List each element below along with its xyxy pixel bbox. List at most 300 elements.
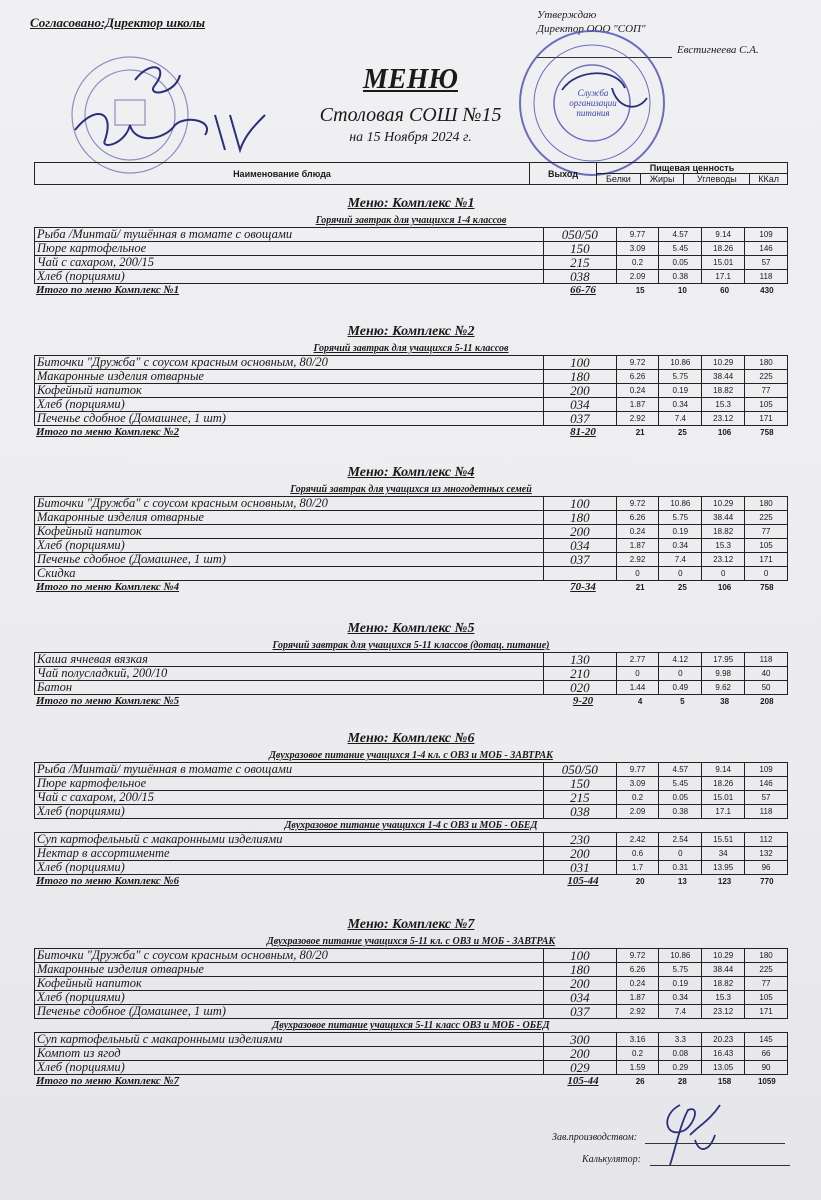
carbs-value: 10.29: [702, 497, 745, 511]
protein-value: 2.92: [616, 412, 659, 426]
protein-value: 6.26: [616, 370, 659, 384]
fat-value: 0.34: [659, 398, 702, 412]
dish-name: Скидка: [35, 567, 544, 581]
table-row: [35, 963, 788, 977]
fat-value: 13: [677, 877, 687, 886]
carbs-value: 23.12: [702, 412, 745, 426]
carbs-value: 18.26: [702, 777, 745, 791]
fat-value: 4.12: [659, 653, 702, 667]
dish-output: 150: [544, 777, 616, 791]
dish-output: [544, 567, 616, 581]
carbs-value: 10.29: [702, 949, 745, 963]
fat-value: 25: [677, 583, 687, 592]
carbs-value: 15.01: [702, 791, 745, 805]
dish-name: Хлеб (порциями): [35, 1061, 544, 1075]
fat-value: 5.75: [659, 370, 702, 384]
kcal-value: 105: [745, 991, 788, 1005]
kcal-value: 112: [745, 833, 788, 847]
group-subtitle: Горячий завтрак для учащихся 5-11 классов (дотац. питание): [272, 640, 550, 651]
section-title: Меню: Комплекс №2: [347, 324, 475, 339]
protein-value: 0.6: [616, 847, 659, 861]
protein-value: 9.77: [616, 763, 659, 777]
table-row: [35, 356, 788, 370]
kcal-value: 77: [745, 977, 788, 991]
dish-name: Хлеб (порциями): [35, 861, 544, 875]
kcal-value: 180: [745, 949, 788, 963]
table-row: [35, 777, 788, 791]
kcal-value: 208: [760, 697, 774, 706]
fat-value: 0.29: [659, 1061, 702, 1075]
kcal-value: 118: [745, 805, 788, 819]
carbs-value: 17.95: [702, 653, 745, 667]
table-row: [35, 861, 788, 875]
fat-value: 0.34: [659, 991, 702, 1005]
dish-name: Кофейный напиток: [35, 977, 544, 991]
dish-output: 020: [544, 681, 616, 695]
fat-value: 5.45: [659, 242, 702, 256]
table-row: [35, 398, 788, 412]
kcal-value: 0: [745, 567, 788, 581]
dish-name: Итого по меню Комплекс №1: [36, 284, 180, 296]
group-subtitle: Горячий завтрак для учащихся из многодетных семей: [290, 484, 532, 495]
dish-output: 200: [544, 384, 616, 398]
kcal-value: 758: [760, 428, 774, 437]
kcal-value: 105: [745, 539, 788, 553]
dish-output: 81-20: [570, 426, 596, 438]
fat-value: 0.05: [659, 256, 702, 270]
dish-output: 034: [544, 991, 616, 1005]
dish-output: 050/50: [544, 763, 616, 777]
table-row: [35, 1033, 788, 1047]
group-subtitle: Двухразовое питание учащихся 1-4 с ОВЗ и МОБ - ОБЕД: [284, 820, 538, 831]
fat-value: 10: [677, 286, 687, 295]
dish-table: [34, 948, 788, 1019]
dish-output: 200: [544, 525, 616, 539]
protein-value: 2.09: [616, 270, 659, 284]
calculator-label: Калькулятор:: [582, 1154, 641, 1165]
fat-value: 2.54: [659, 833, 702, 847]
kcal-value: 90: [745, 1061, 788, 1075]
dish-name: Рыба /Минтай/ тушённая в томате с овощами: [35, 228, 544, 242]
kcal-value: 146: [745, 777, 788, 791]
dish-name: Чай с сахаром, 200/15: [35, 256, 544, 270]
dish-name: Суп картофельный с макаронными изделиями: [35, 1033, 544, 1047]
carbs-value: 13.95: [702, 861, 745, 875]
carbs-value: 23.12: [702, 1005, 745, 1019]
dish-output: 037: [544, 553, 616, 567]
dish-output: 210: [544, 667, 616, 681]
table-row: [35, 270, 788, 284]
kcal-value: 146: [745, 242, 788, 256]
dish-output: 180: [544, 370, 616, 384]
protein-value: 1.44: [616, 681, 659, 695]
protein-value: 9.77: [616, 228, 659, 242]
kcal-value: 109: [745, 763, 788, 777]
page-date: на 15 Ноября 2024 г.: [349, 130, 472, 145]
section-title: Меню: Комплекс №4: [347, 465, 475, 480]
group-subtitle: Двухразовое питание учащихся 5-11 класс ОВЗ и МОБ - ОБЕД: [272, 1020, 550, 1031]
dish-name: Кофейный напиток: [35, 525, 544, 539]
kcal-value: 225: [745, 511, 788, 525]
table-row: [35, 553, 788, 567]
fat-value: 0.19: [659, 384, 702, 398]
protein-value: 15: [635, 286, 645, 295]
dish-name: Макаронные изделия отварные: [35, 511, 544, 525]
carbs-value: 9.98: [702, 667, 745, 681]
fat-value: 0.19: [659, 977, 702, 991]
protein-value: 6.26: [616, 963, 659, 977]
protein-value: 9.72: [616, 497, 659, 511]
dish-output: 9-20: [572, 695, 594, 707]
table-row: [35, 412, 788, 426]
dish-output: 66-76: [570, 284, 596, 296]
carbs-value: 15.3: [702, 398, 745, 412]
table-row: [35, 242, 788, 256]
section-total: [34, 1075, 788, 1088]
dish-name: Батон: [35, 681, 544, 695]
dish-name: Макаронные изделия отварные: [35, 963, 544, 977]
group-subtitle: Горячий завтрак для учащихся 1-4 классов: [315, 215, 507, 226]
approve-right-line2: Директор ООО "СОП": [537, 23, 646, 35]
dish-name: Биточки "Дружба" с соусом красным основным, 80/20: [35, 949, 544, 963]
table-row: [35, 681, 788, 695]
protein-value: 1.7: [616, 861, 659, 875]
fat-value: 5: [680, 697, 685, 706]
fat-value: 0: [659, 567, 702, 581]
protein-value: 26: [635, 1077, 645, 1086]
carbs-value: 18.82: [702, 525, 745, 539]
table-row: [35, 977, 788, 991]
table-row: [35, 1061, 788, 1075]
table-row: [35, 525, 788, 539]
dish-name: Печенье сдобное (Домашнее, 1 шт): [35, 553, 544, 567]
dish-table: [34, 496, 788, 581]
kcal-value: 171: [745, 412, 788, 426]
dish-output: 029: [544, 1061, 616, 1075]
col-fat-header: Жиры: [640, 174, 684, 185]
protein-value: 0.2: [616, 256, 659, 270]
dish-name: Биточки "Дружба" с соусом красным основным, 80/20: [35, 497, 544, 511]
protein-value: 1.87: [616, 991, 659, 1005]
protein-value: 3.16: [616, 1033, 659, 1047]
col-carbs-header: Углеводы: [684, 174, 750, 185]
carbs-value: 13.05: [702, 1061, 745, 1075]
protein-value: 9.72: [616, 949, 659, 963]
protein-value: 3.09: [616, 777, 659, 791]
dish-output: 100: [544, 497, 616, 511]
carbs-value: 9.14: [702, 228, 745, 242]
col-protein-header: Белки: [597, 174, 641, 185]
table-header: [34, 162, 788, 185]
table-row: [35, 805, 788, 819]
dish-name: Итого по меню Комплекс №6: [36, 875, 180, 887]
stamp-line1: Служба: [577, 88, 609, 98]
fat-value: 25: [677, 428, 687, 437]
dish-output: 300: [544, 1033, 616, 1047]
protein-value: 0.2: [616, 1047, 659, 1061]
protein-value: 2.09: [616, 805, 659, 819]
dish-name: Хлеб (порциями): [35, 539, 544, 553]
fat-value: 7.4: [659, 1005, 702, 1019]
carbs-value: 38.44: [702, 963, 745, 977]
fat-value: 0.49: [659, 681, 702, 695]
dish-table: [34, 1032, 788, 1075]
section-total: [34, 695, 788, 708]
table-row: [35, 949, 788, 963]
protein-value: 0: [616, 667, 659, 681]
kcal-value: 758: [760, 583, 774, 592]
section-title: Меню: Комплекс №5: [347, 621, 475, 636]
dish-output: 150: [544, 242, 616, 256]
dish-name: Итого по меню Комплекс №7: [36, 1075, 180, 1087]
section-complex-6: [34, 731, 788, 888]
protein-value: 21: [635, 428, 645, 437]
dish-output: 037: [544, 1005, 616, 1019]
dish-name: Пюре картофельное: [35, 242, 544, 256]
fat-value: 0.34: [659, 539, 702, 553]
total-row: [34, 581, 788, 594]
production-label: Зав.производством:: [552, 1132, 638, 1143]
kcal-value: 66: [745, 1047, 788, 1061]
fat-value: 5.75: [659, 963, 702, 977]
dish-output: 100: [544, 356, 616, 370]
dish-output: 70-34: [570, 581, 596, 593]
table-row: [35, 370, 788, 384]
kcal-value: 770: [760, 877, 774, 886]
fat-value: 7.4: [659, 412, 702, 426]
carbs-value: 17.1: [702, 270, 745, 284]
fat-value: 0: [659, 847, 702, 861]
carbs-value: 106: [717, 583, 732, 592]
dish-table: [34, 355, 788, 426]
carbs-value: 18.82: [702, 384, 745, 398]
protein-value: 9.72: [616, 356, 659, 370]
fat-value: 0.31: [659, 861, 702, 875]
kcal-value: 105: [745, 398, 788, 412]
carbs-value: 158: [717, 1077, 732, 1086]
carbs-value: 60: [720, 286, 730, 295]
table-row: [35, 567, 788, 581]
table-row: [35, 511, 788, 525]
table-row: [35, 847, 788, 861]
section-title: Меню: Комплекс №1: [347, 196, 475, 211]
kcal-value: 225: [745, 370, 788, 384]
protein-value: 2.77: [616, 653, 659, 667]
carbs-value: 123: [717, 877, 732, 886]
dish-output: 031: [544, 861, 616, 875]
company-stamp: [517, 28, 667, 178]
protein-value: 2.92: [616, 1005, 659, 1019]
kcal-value: 225: [745, 963, 788, 977]
dish-output: 105-44: [567, 1075, 599, 1087]
dish-output: 180: [544, 511, 616, 525]
dish-name: Хлеб (порциями): [35, 398, 544, 412]
table-row: [35, 384, 788, 398]
table-row: [35, 991, 788, 1005]
kcal-value: 430: [760, 286, 774, 295]
dish-output: 230: [544, 833, 616, 847]
kcal-value: 77: [745, 525, 788, 539]
dish-name: Печенье сдобное (Домашнее, 1 шт): [35, 412, 544, 426]
protein-value: 6.26: [616, 511, 659, 525]
dish-name: Суп картофельный с макаронными изделиями: [35, 833, 544, 847]
dish-name: Пюре картофельное: [35, 777, 544, 791]
kcal-value: 171: [745, 1005, 788, 1019]
fat-value: 0.08: [659, 1047, 702, 1061]
section-complex-5: [34, 621, 788, 708]
carbs-value: 38.44: [702, 511, 745, 525]
total-row: [34, 426, 788, 439]
kcal-value: 50: [745, 681, 788, 695]
fat-value: 3.3: [659, 1033, 702, 1047]
section-total: [34, 284, 788, 297]
protein-value: 3.09: [616, 242, 659, 256]
dish-name: Итого по меню Комплекс №4: [36, 581, 180, 593]
total-row: [34, 695, 788, 708]
protein-value: 2.42: [616, 833, 659, 847]
carbs-value: 18.82: [702, 977, 745, 991]
carbs-value: 18.26: [702, 242, 745, 256]
protein-value: 0.2: [616, 791, 659, 805]
fat-value: 10.86: [659, 497, 702, 511]
total-row: [34, 1075, 788, 1088]
approval-left-label: Согласовано:Директор школы: [30, 15, 206, 30]
fat-value: 0.19: [659, 525, 702, 539]
dish-output: 200: [544, 1047, 616, 1061]
fat-value: 5.75: [659, 511, 702, 525]
section-total: [34, 581, 788, 594]
stamp-line2: организации: [569, 98, 617, 108]
dish-table: [34, 762, 788, 819]
dish-name: Итого по меню Комплекс №5: [36, 695, 180, 707]
table-row: [35, 539, 788, 553]
dish-name: Каша ячневая вязкая: [35, 653, 544, 667]
dish-output: 200: [544, 847, 616, 861]
approve-right-name: Евстигнеева С.А.: [677, 44, 759, 56]
dish-name: Печенье сдобное (Домашнее, 1 шт): [35, 1005, 544, 1019]
kcal-value: 40: [745, 667, 788, 681]
table-row: [35, 1005, 788, 1019]
protein-value: 0.24: [616, 384, 659, 398]
section-title: Меню: Комплекс №7: [347, 917, 475, 932]
kcal-value: 171: [745, 553, 788, 567]
fat-value: 10.86: [659, 949, 702, 963]
fat-value: 28: [677, 1077, 687, 1086]
table-row: [35, 653, 788, 667]
dish-name: Хлеб (порциями): [35, 991, 544, 1005]
fat-value: 0: [659, 667, 702, 681]
dish-output: 130: [544, 653, 616, 667]
fat-value: 10.86: [659, 356, 702, 370]
col-output-header: Выход: [530, 163, 597, 185]
dish-table: [34, 652, 788, 695]
fat-value: 4.57: [659, 228, 702, 242]
dish-output: 215: [544, 791, 616, 805]
dish-output: 105-44: [567, 875, 599, 887]
carbs-value: 17.1: [702, 805, 745, 819]
dish-name: Рыба /Минтай/ тушённая в томате с овощами: [35, 763, 544, 777]
approve-right-line1: Утверждаю: [537, 9, 597, 21]
section-complex-4: [34, 465, 788, 594]
protein-value: 4: [637, 697, 643, 706]
dish-output: 034: [544, 398, 616, 412]
table-row: [35, 256, 788, 270]
group-subtitle: Двухразовое питание учащихся 5-11 кл. с ОВЗ и МОБ - ЗАВТРАК: [266, 936, 556, 947]
kcal-value: 132: [745, 847, 788, 861]
dish-output: 215: [544, 256, 616, 270]
kcal-value: 180: [745, 497, 788, 511]
dish-output: 038: [544, 270, 616, 284]
kcal-value: 180: [745, 356, 788, 370]
kcal-value: 96: [745, 861, 788, 875]
carbs-value: 38.44: [702, 370, 745, 384]
fat-value: 7.4: [659, 553, 702, 567]
dish-name: Хлеб (порциями): [35, 270, 544, 284]
dish-name: Хлеб (порциями): [35, 805, 544, 819]
kcal-value: 118: [745, 270, 788, 284]
protein-value: 21: [635, 583, 645, 592]
dish-output: 050/50: [544, 228, 616, 242]
table-row: [35, 833, 788, 847]
carbs-value: 15.01: [702, 256, 745, 270]
table-row: [35, 1047, 788, 1061]
carbs-value: 9.14: [702, 763, 745, 777]
section-complex-7: [34, 917, 788, 1088]
col-kcal-header: ККал: [750, 174, 788, 185]
table-row: [35, 791, 788, 805]
protein-value: 0: [616, 567, 659, 581]
kcal-value: 57: [745, 791, 788, 805]
fat-value: 0.38: [659, 270, 702, 284]
fat-value: 4.57: [659, 763, 702, 777]
carbs-value: 38: [720, 697, 730, 706]
group-subtitle: Двухразовое питание учащихся 1-4 кл. с ОВЗ и МОБ - ЗАВТРАК: [269, 750, 553, 761]
table-row: [35, 497, 788, 511]
group-subtitle: Горячий завтрак для учащихся 5-11 классов: [313, 343, 509, 354]
dish-name: Нектар в ассортименте: [35, 847, 544, 861]
dish-name: Компот из ягод: [35, 1047, 544, 1061]
carbs-value: 20.23: [702, 1033, 745, 1047]
kcal-value: 77: [745, 384, 788, 398]
col-nutrition-header: Пищевая ценность: [597, 163, 788, 174]
carbs-value: 15.3: [702, 991, 745, 1005]
dish-table: [34, 227, 788, 284]
col-name-header: Наименование блюда: [35, 163, 530, 185]
dish-output: 100: [544, 949, 616, 963]
table-row: [35, 667, 788, 681]
page-subtitle: Столовая СОШ №15: [319, 104, 502, 126]
kcal-value: 145: [745, 1033, 788, 1047]
dish-name: Чай полусладкий, 200/10: [35, 667, 544, 681]
section-title: Меню: Комплекс №6: [347, 731, 475, 746]
dish-name: Кофейный напиток: [35, 384, 544, 398]
carbs-value: 15.51: [702, 833, 745, 847]
protein-value: 1.87: [616, 539, 659, 553]
total-row: [34, 875, 788, 888]
carbs-value: 16.43: [702, 1047, 745, 1061]
dish-name: Макаронные изделия отварные: [35, 370, 544, 384]
carbs-value: 34: [702, 847, 745, 861]
dish-output: 200: [544, 977, 616, 991]
protein-value: 20: [635, 877, 645, 886]
protein-value: 1.59: [616, 1061, 659, 1075]
protein-value: 0.24: [616, 525, 659, 539]
kcal-value: 57: [745, 256, 788, 270]
fat-value: 0.05: [659, 791, 702, 805]
dish-output: 038: [544, 805, 616, 819]
production-signature: [640, 1095, 730, 1170]
dish-output: 037: [544, 412, 616, 426]
